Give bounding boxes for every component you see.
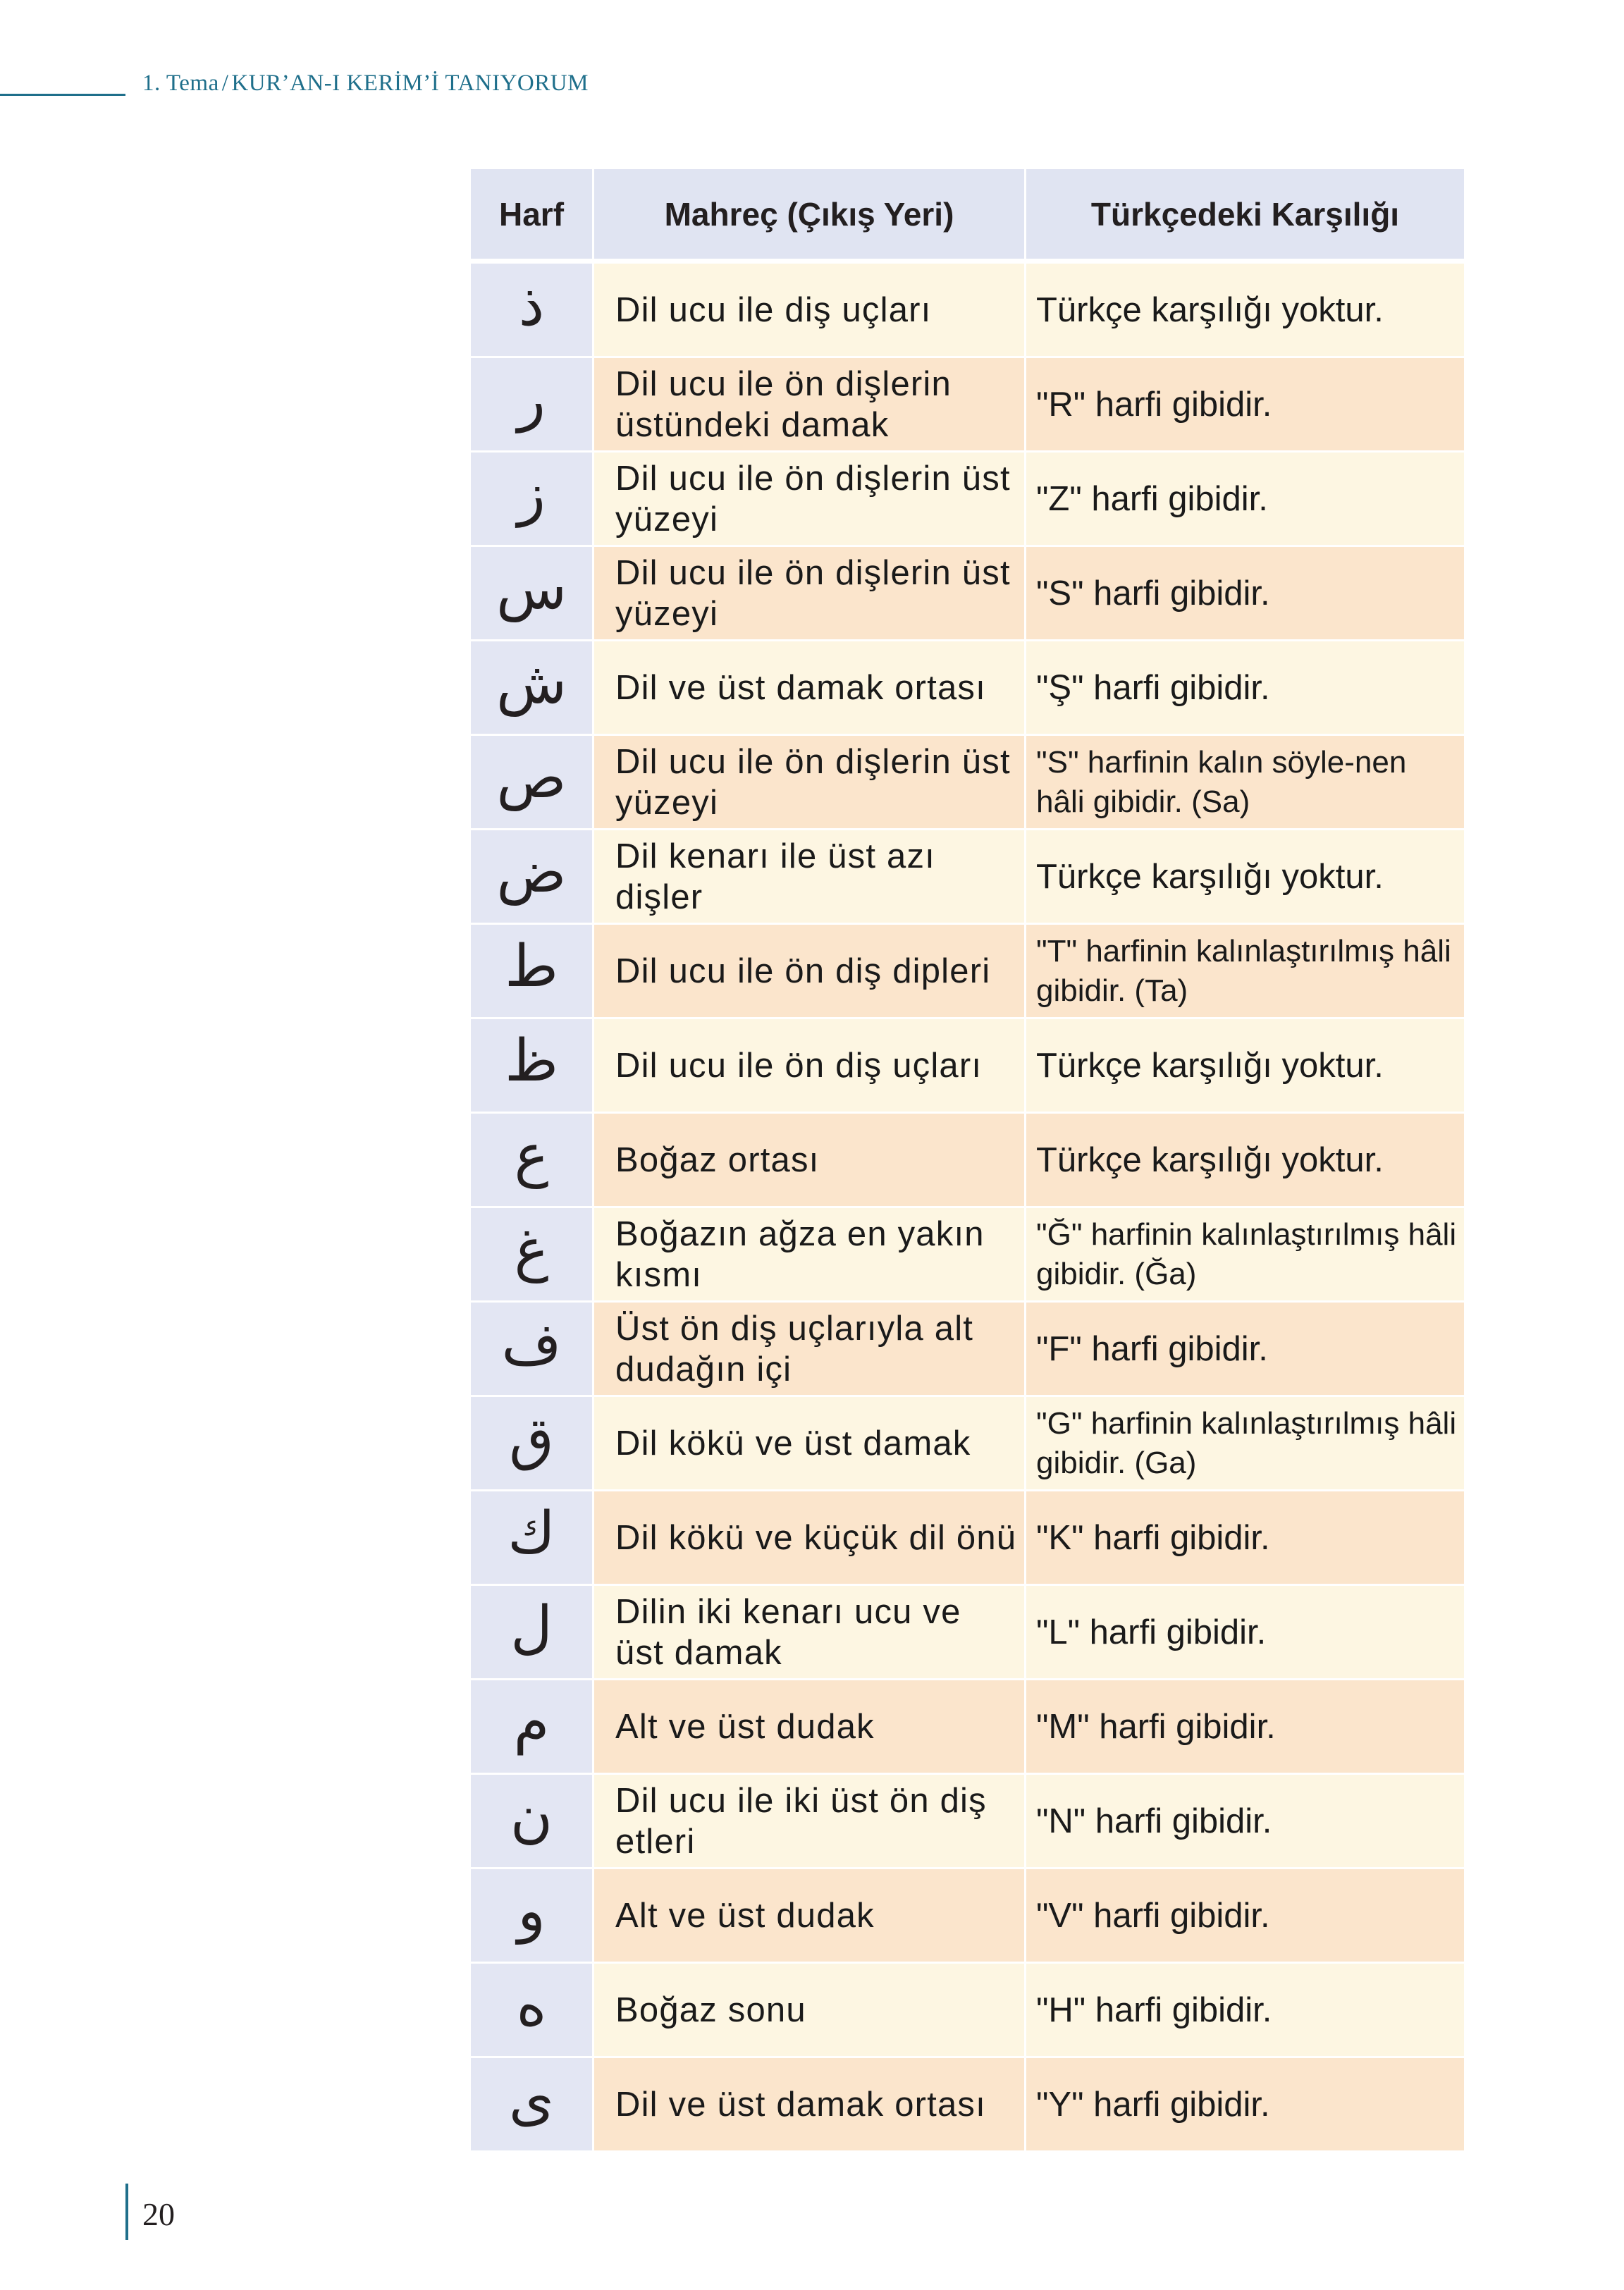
mahrec-cell: Dil ucu ile iki üst ön diş etleri [594,1775,1024,1869]
arabic-letter: ر [517,366,546,433]
letter-cell [471,547,592,641]
mahrec-cell: Dil kökü ve üst damak [594,1397,1024,1491]
page-number-bar [125,2184,128,2240]
letter-cell [471,1491,592,1586]
karsilik-cell: "Ş" harfi gibidir. [1026,641,1464,736]
letter-cell [471,1869,592,1964]
letter-cell [471,1019,592,1114]
arabic-letter: ك [508,1499,555,1567]
arabic-letter: ض [496,838,567,906]
karsilik-cell: "S" harfi gibidir. [1026,547,1464,641]
karsilik-cell: Türkçe karşılığı yoktur. [1026,1019,1464,1114]
mahrec-cell: Boğazın ağza en yakın kısmı [594,1208,1024,1303]
letter-cell [471,1303,592,1397]
karsilik-cell: "V" harfi gibidir. [1026,1869,1464,1964]
page-number: 20 [142,2196,175,2232]
letter-cell [471,264,592,358]
mahrec-cell: Alt ve üst dudak [594,1869,1024,1964]
karsilik-cell: "Z" harfi gibidir. [1026,453,1464,547]
column-header-harf: Harf [471,169,592,261]
letter-cell [471,358,592,453]
mahrec-cell: Dil ucu ile ön dişlerin üst yüzeyi [594,453,1024,547]
karsilik-cell: "R" harfi gibidir. [1026,358,1464,453]
arabic-letter: ف [501,1310,562,1378]
arabic-letter: ه [516,1971,547,2039]
header-separator: / [221,70,229,96]
karsilik-cell: "Ğ" harfinin kalınlaştırılmış hâli gibidir. (Ğa) [1026,1208,1464,1303]
arabic-letter: ش [496,649,567,717]
arabic-letter: ى [508,2066,555,2134]
mahrec-table [471,169,1464,2153]
mahrec-cell: Dil ve üst damak ortası [594,641,1024,736]
arabic-letter: ذ [518,271,545,339]
letter-cell [471,1586,592,1680]
mahrec-cell: Dil ucu ile ön dişlerin üstündeki damak [594,358,1024,453]
header-title: KUR’AN-I KERİM’İ TANIYORUM [231,70,589,96]
mahrec-cell: Dil ucu ile ön diş uçları [594,1019,1024,1114]
arabic-letter: ص [496,744,567,811]
letter-cell [471,1208,592,1303]
letter-cell [471,1775,592,1869]
karsilik-cell: "T" harfinin kalınlaştırılmış hâli gibidir. (Ta) [1026,925,1464,1019]
karsilik-cell: "N" harfi gibidir. [1026,1775,1464,1869]
arabic-letter: ع [514,1121,549,1189]
arabic-letter: ل [510,1594,553,1661]
arabic-letter: ن [510,1783,553,1850]
letter-cell [471,1964,592,2058]
mahrec-cell: Boğaz ortası [594,1114,1024,1208]
karsilik-cell: "Y" harfi gibidir. [1026,2058,1464,2153]
mahrec-cell: Dil kökü ve küçük dil önü [594,1491,1024,1586]
mahrec-cell: Dil ucu ile ön diş dipleri [594,925,1024,1019]
letter-cell [471,641,592,736]
arabic-letter: ط [505,932,558,1000]
karsilik-cell: "S" harfinin kalın söyle-nen hâli gibidir. (Sa) [1026,736,1464,830]
karsilik-cell: "G" harfinin kalınlaştırılmış hâli gibidir. (Ga) [1026,1397,1464,1491]
karsilik-cell: "F" harfi gibidir. [1026,1303,1464,1397]
arabic-letter: و [517,1877,546,1945]
arabic-letter: س [496,555,567,622]
karsilik-cell: "H" harfi gibidir. [1026,1964,1464,2058]
arabic-letter: ظ [505,1027,558,1095]
karsilik-cell: Türkçe karşılığı yoktur. [1026,830,1464,925]
mahrec-cell: Dil ucu ile ön dişlerin üst yüzeyi [594,736,1024,830]
running-header [142,70,589,97]
mahrec-cell: Dil kenarı ile üst azı dişler [594,830,1024,925]
letter-cell [471,830,592,925]
karsilik-cell: Türkçe karşılığı yoktur. [1026,264,1464,358]
mahrec-cell: Üst ön diş uçlarıyla alt dudağın içi [594,1303,1024,1397]
header-rule [0,94,125,96]
column-header-mahrec: Mahreç (Çıkış Yeri) [594,169,1024,261]
letter-cell [471,1114,592,1208]
karsilik-cell: "L" harfi gibidir. [1026,1586,1464,1680]
theme-label: 1. Tema [142,70,219,96]
letter-cell [471,2058,592,2153]
letter-cell [471,925,592,1019]
column-header-karsilik: Türkçedeki Karşılığı [1026,169,1464,261]
mahrec-cell: Dil ucu ile ön dişlerin üst yüzeyi [594,547,1024,641]
letter-cell [471,1680,592,1775]
karsilik-cell: Türkçe karşılığı yoktur. [1026,1114,1464,1208]
mahrec-cell: Alt ve üst dudak [594,1680,1024,1775]
mahrec-cell: Dil ucu ile diş uçları [594,264,1024,358]
arabic-letter: غ [514,1216,549,1283]
letter-cell [471,453,592,547]
mahrec-cell: Dil ve üst damak ortası [594,2058,1024,2153]
karsilik-cell: "M" harfi gibidir. [1026,1680,1464,1775]
mahrec-cell: Boğaz sonu [594,1964,1024,2058]
letter-cell [471,736,592,830]
arabic-letter: ق [509,1405,554,1472]
arabic-letter: ز [517,460,546,528]
mahrec-cell: Dilin iki kenarı ucu ve üst damak [594,1586,1024,1680]
letter-cell [471,1397,592,1491]
arabic-letter: م [513,1688,550,1756]
karsilik-cell: "K" harfi gibidir. [1026,1491,1464,1586]
